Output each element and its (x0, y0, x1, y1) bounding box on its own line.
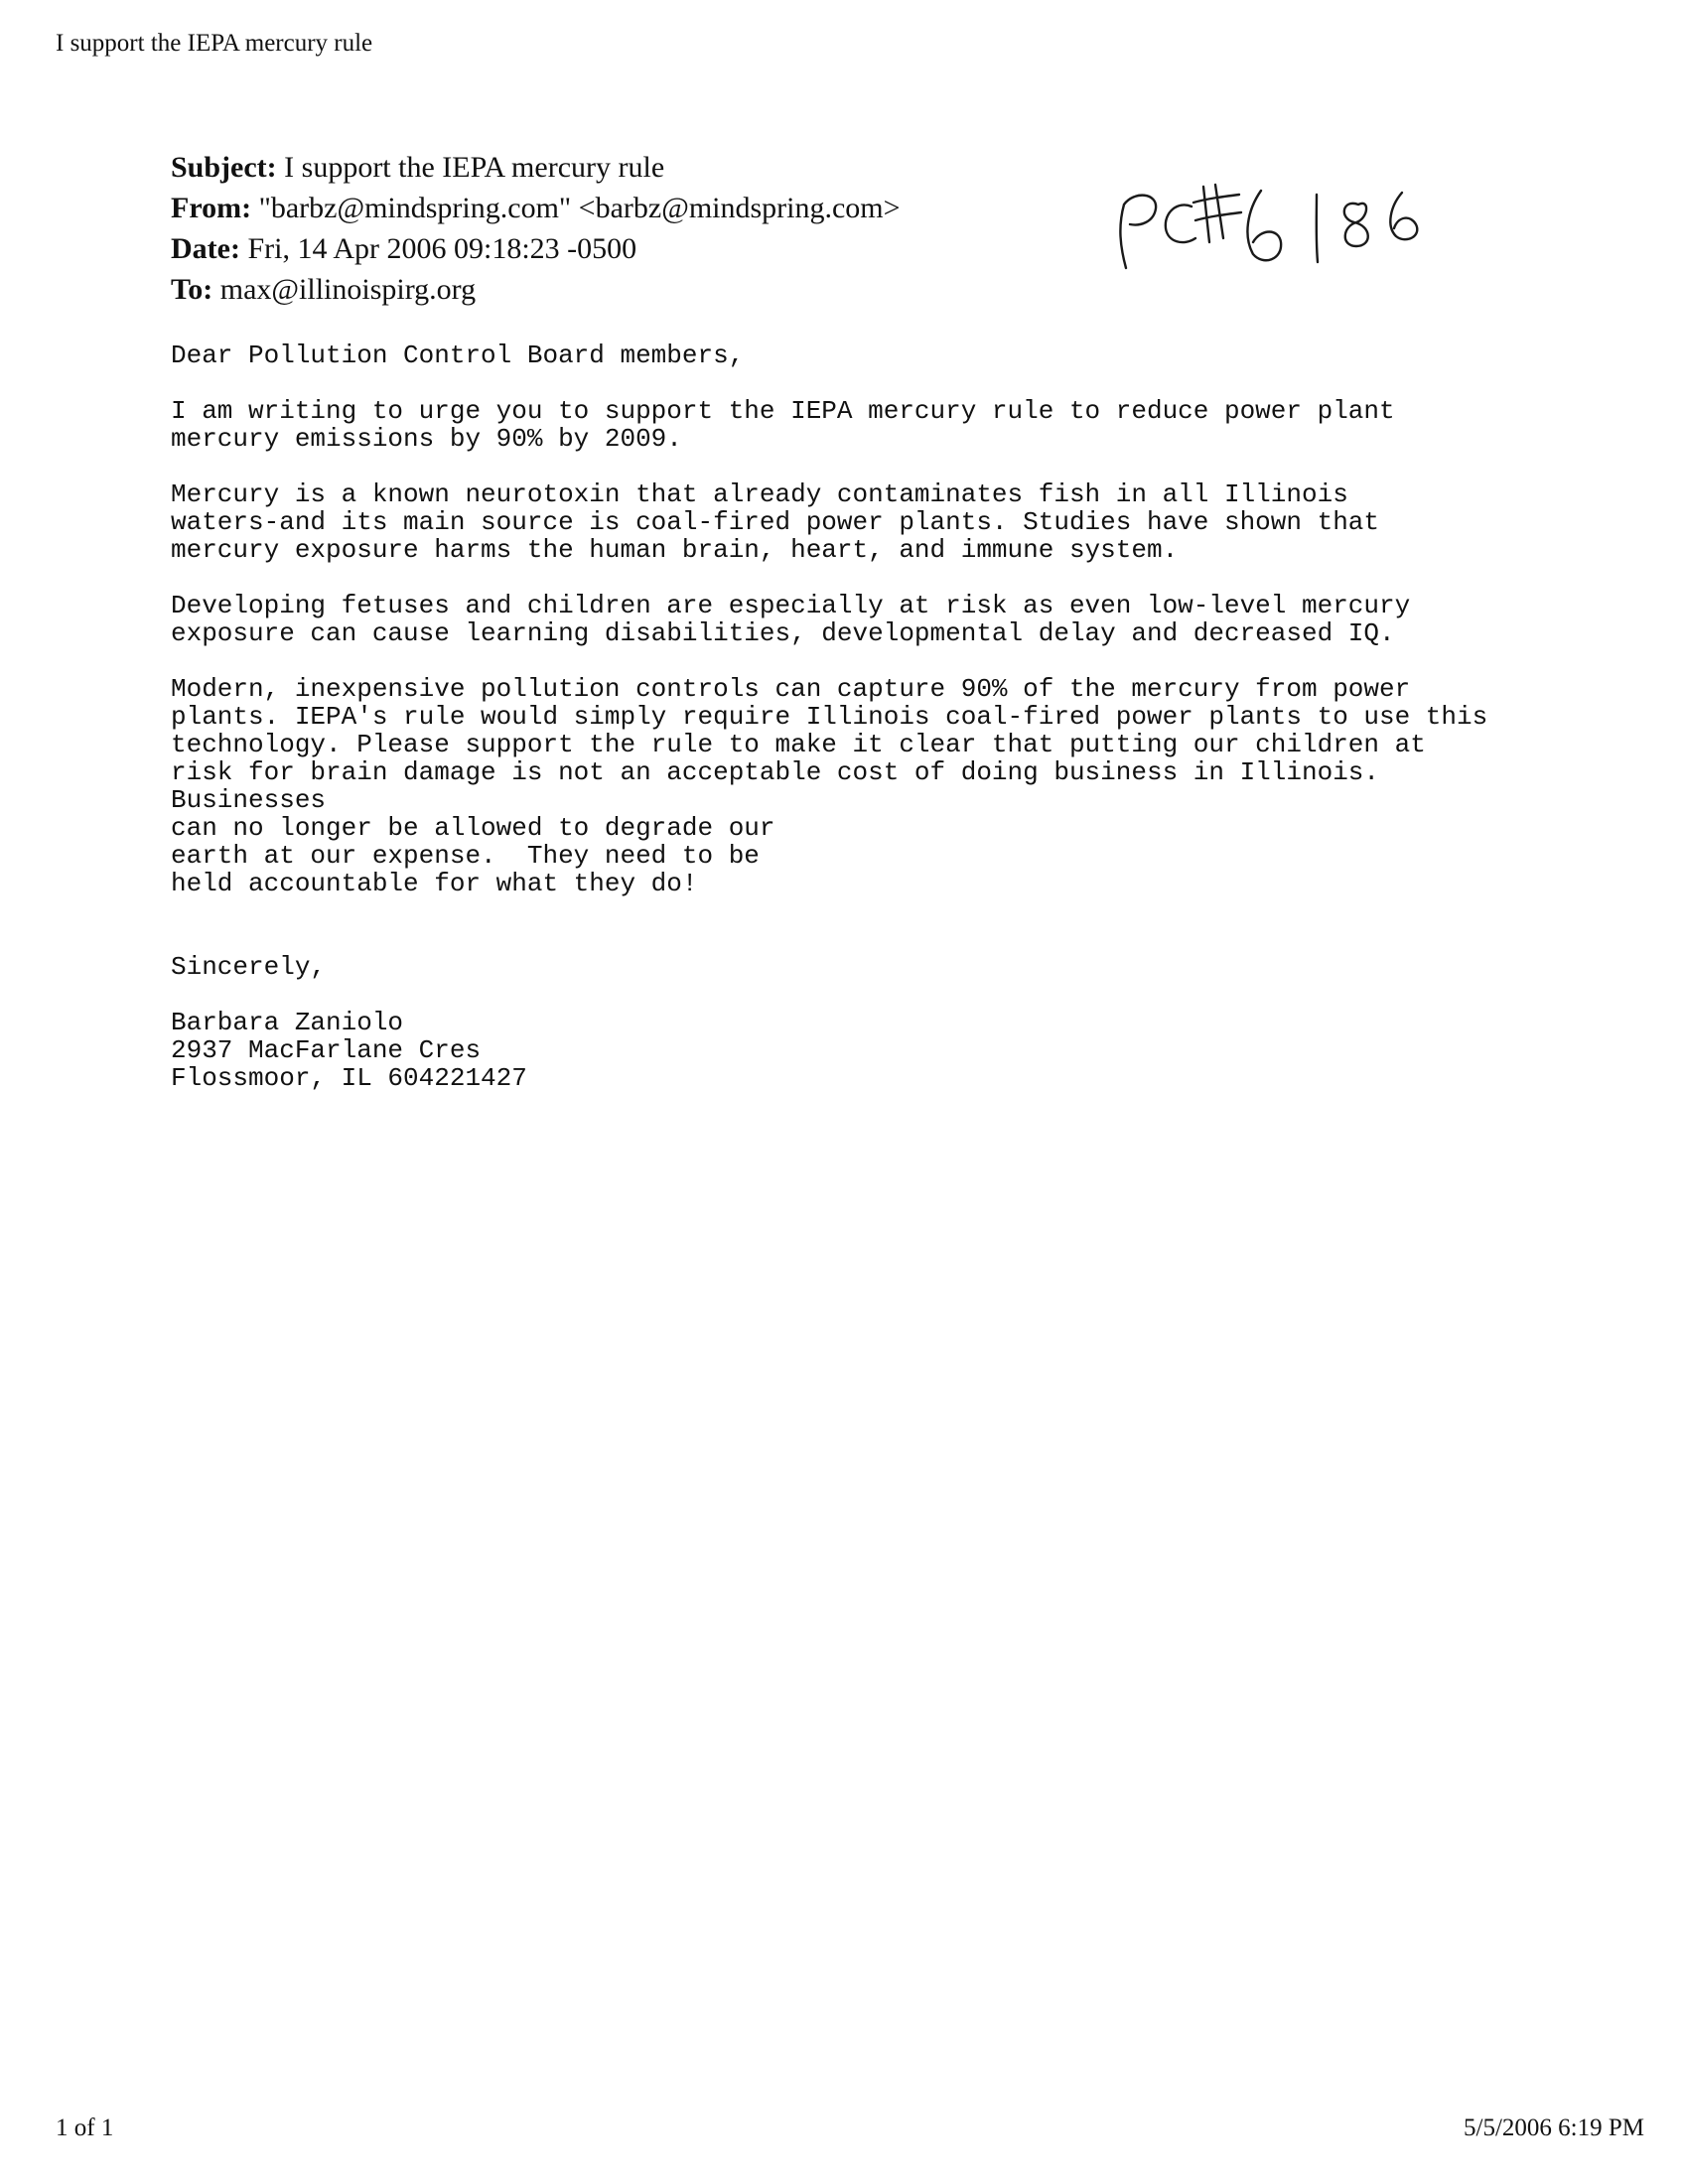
body-line: risk for brain damage is not an acceptable cost of doing business in Illinois. (171, 757, 1379, 787)
body-line: I am writing to urge you to support the IEPA mercury rule to reduce power plant (171, 396, 1395, 426)
from-row (171, 188, 901, 228)
subject-row (171, 147, 901, 188)
to-row (171, 269, 901, 310)
handwritten-annotation-icon (1112, 177, 1430, 296)
body-line: technology. Please support the rule to make it clear that putting our children at (171, 730, 1426, 759)
paragraph-3 (171, 592, 1640, 647)
body-line: can no longer be allowed to degrade our (171, 813, 775, 843)
from-label: From: (171, 192, 252, 224)
date-row (171, 228, 901, 269)
body-line: earth at our expense. They need to be (171, 841, 760, 871)
email-headers (171, 147, 901, 310)
print-timestamp: 5/5/2006 6:19 PM (1464, 2115, 1644, 2141)
body-line: mercury exposure harms the human brain, heart, and immune system. (171, 535, 1179, 565)
print-header-title: I support the IEPA mercury rule (56, 30, 373, 57)
body-line: exposure can cause learning disabilities, developmental delay and decreased IQ. (171, 618, 1395, 648)
body-line: mercury emissions by 90% by 2009. (171, 424, 682, 454)
date-label: Date: (171, 232, 240, 265)
email-body (171, 341, 1640, 1092)
closing: Sincerely, (171, 952, 327, 982)
paragraph-4 (171, 675, 1640, 897)
signature-address: 2937 MacFarlane Cres (171, 1035, 482, 1065)
body-line: Mercury is a known neurotoxin that already contaminates fish in all Illinois (171, 479, 1348, 509)
date-value: Fri, 14 Apr 2006 09:18:23 -0500 (247, 232, 637, 265)
subject-label: Subject: (171, 151, 277, 184)
paragraph-1 (171, 397, 1640, 453)
page-count: 1 of 1 (56, 2115, 114, 2141)
subject-value: I support the IEPA mercury rule (284, 151, 665, 184)
signature-block (171, 1009, 1640, 1092)
body-line: Modern, inexpensive pollution controls can capture 90% of the mercury from power (171, 674, 1411, 704)
body-line: held accountable for what they do! (171, 869, 698, 898)
body-line: plants. IEPA's rule would simply require Illinois coal-fired power plants to use this (171, 702, 1488, 732)
signature-city: Flossmoor, IL 604221427 (171, 1063, 527, 1093)
body-line: Developing fetuses and children are especially at risk as even low-level mercury (171, 591, 1411, 620)
body-line: waters-and its main source is coal-fired power plants. Studies have shown that (171, 507, 1379, 537)
to-value: max@illinoispirg.org (219, 273, 477, 306)
from-value: "barbz@mindspring.com" <barbz@mindspring.com> (258, 192, 901, 224)
paragraph-2 (171, 480, 1640, 564)
to-label: To: (171, 273, 213, 306)
body-line: Businesses (171, 785, 327, 815)
signature-name: Barbara Zaniolo (171, 1008, 404, 1037)
greeting: Dear Pollution Control Board members, (171, 341, 745, 370)
